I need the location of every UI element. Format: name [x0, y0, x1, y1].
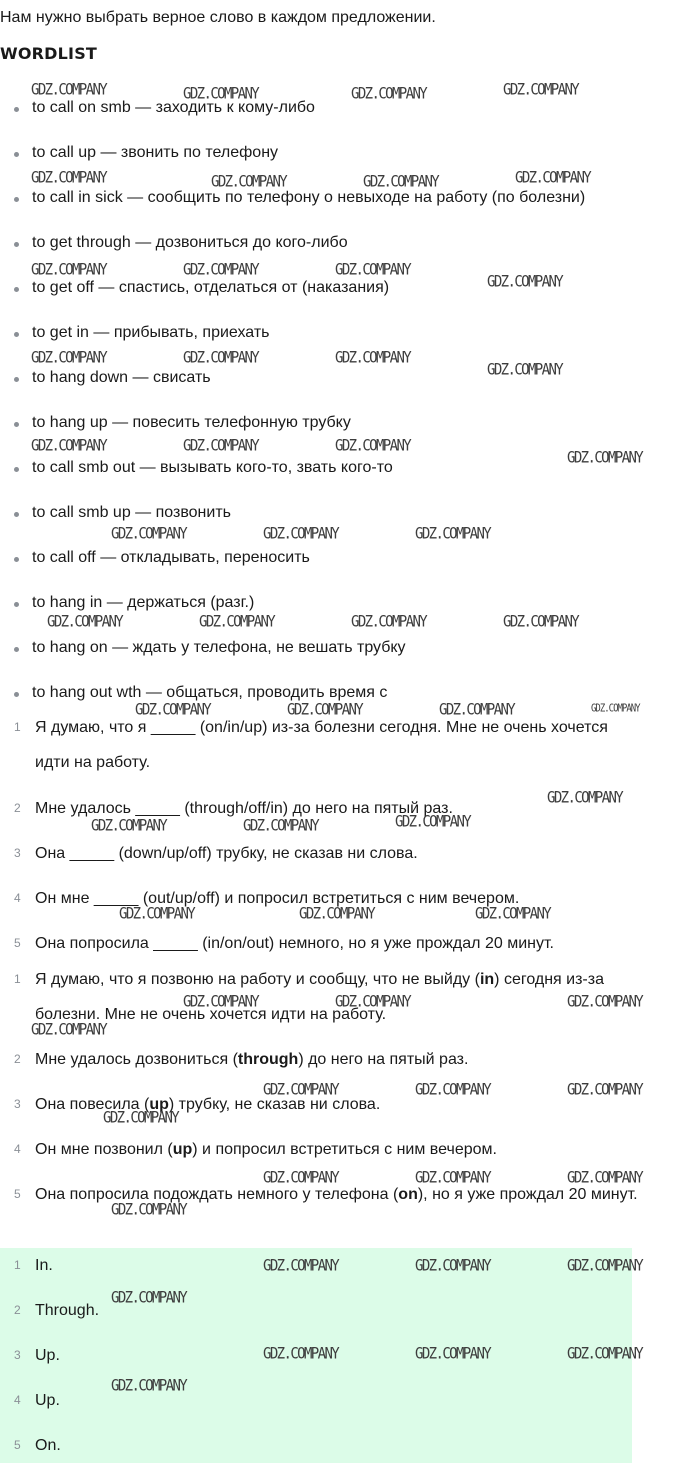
wordlist-item: to call in sick — сообщить по телефону о невыходе на работу (по болезни): [14, 186, 585, 210]
wordlist-item: to call smb out — вызывать кого-то, звать кого-то: [14, 456, 393, 480]
watermark: GDZ.COMPANY: [351, 612, 427, 632]
watermark: GDZ.COMPANY: [299, 904, 375, 924]
wordlist-item: to hang up — повесить телефонную трубку: [14, 411, 351, 435]
watermark: GDZ.COMPANY: [335, 992, 411, 1012]
wordlist-item: to call up — звонить по телефону: [14, 141, 278, 165]
item-number: 3: [14, 846, 21, 860]
wordlist-item: to call off — откладывать, переносить: [14, 546, 310, 570]
item-text: Я думаю, что я позвоню на работу и сообщу, что не выйду (in) сегодня из-за болезни. Мне не очень хочется идти на работу.: [35, 971, 604, 1023]
watermark: GDZ.COMPANY: [591, 703, 640, 715]
watermark: GDZ.COMPANY: [263, 1344, 339, 1364]
watermark: GDZ.COMPANY: [487, 360, 563, 380]
watermark: GDZ.COMPANY: [567, 1344, 643, 1364]
watermark: GDZ.COMPANY: [567, 1256, 643, 1276]
item-number: 2: [14, 1303, 21, 1317]
translation-item: [0, 1042, 668, 1077]
watermark: GDZ.COMPANY: [183, 348, 259, 368]
watermark: GDZ.COMPANY: [183, 84, 259, 104]
wordlist-item: to hang out wth — общаться, проводить время с: [14, 681, 387, 705]
item-text: Up.: [35, 1347, 60, 1364]
item-text: On.: [35, 1437, 61, 1454]
wordlist-item: to hang down — свисать: [14, 366, 211, 390]
bullet-icon: [14, 557, 19, 562]
exercise-item: [0, 836, 668, 871]
watermark: GDZ.COMPANY: [263, 1256, 339, 1276]
exercise-item: [0, 926, 668, 961]
watermark: GDZ.COMPANY: [103, 1108, 179, 1128]
watermark: GDZ.COMPANY: [567, 448, 643, 468]
bullet-icon: [14, 692, 19, 697]
watermark: GDZ.COMPANY: [31, 1020, 107, 1040]
bullet-icon: [14, 422, 19, 427]
watermark: GDZ.COMPANY: [487, 272, 563, 292]
bullet-icon: [14, 377, 19, 382]
watermark: GDZ.COMPANY: [111, 524, 187, 544]
item-text: Up.: [35, 1392, 60, 1409]
watermark: GDZ.COMPANY: [111, 1200, 187, 1220]
item-number: 1: [14, 972, 21, 986]
item-number: 5: [14, 1187, 21, 1201]
bullet-icon: [14, 512, 19, 517]
watermark: GDZ.COMPANY: [351, 84, 427, 104]
watermark: GDZ.COMPANY: [263, 524, 339, 544]
item-text: Она _____ (down/up/off) трубку, не сказав ни слова.: [35, 845, 418, 862]
watermark: GDZ.COMPANY: [243, 816, 319, 836]
watermark: GDZ.COMPANY: [47, 612, 123, 632]
item-number: 5: [14, 936, 21, 950]
watermark: GDZ.COMPANY: [111, 1288, 187, 1308]
watermark: GDZ.COMPANY: [503, 612, 579, 632]
watermark: GDZ.COMPANY: [183, 992, 259, 1012]
watermark: GDZ.COMPANY: [211, 172, 287, 192]
watermark: GDZ.COMPANY: [567, 1168, 643, 1188]
exercise-item: [0, 710, 668, 782]
watermark: GDZ.COMPANY: [31, 80, 107, 100]
watermark: GDZ.COMPANY: [335, 436, 411, 456]
watermark: GDZ.COMPANY: [183, 260, 259, 280]
watermark: GDZ.COMPANY: [263, 1168, 339, 1188]
watermark: GDZ.COMPANY: [475, 904, 551, 924]
watermark: GDZ.COMPANY: [31, 168, 107, 188]
watermark: GDZ.COMPANY: [415, 1344, 491, 1364]
item-text: Она повесила (up) трубку, не сказав ни слова.: [35, 1096, 381, 1113]
watermark: GDZ.COMPANY: [395, 812, 471, 832]
bullet-icon: [14, 332, 19, 337]
watermark: GDZ.COMPANY: [415, 1168, 491, 1188]
item-text: Она попросила подождать немного у телефона (on), но я уже прождал 20 минут.: [35, 1186, 638, 1203]
bullet-icon: [14, 242, 19, 247]
wordlist-item: to hang on — ждать у телефона, не вешать трубку: [14, 636, 406, 660]
watermark: GDZ.COMPANY: [135, 700, 211, 720]
item-number: 5: [14, 1438, 21, 1452]
watermark: GDZ.COMPANY: [31, 348, 107, 368]
watermark: GDZ.COMPANY: [415, 524, 491, 544]
watermark: GDZ.COMPANY: [91, 816, 167, 836]
bullet-icon: [14, 197, 19, 202]
bullet-icon: [14, 467, 19, 472]
item-number: 3: [14, 1348, 21, 1362]
wordlist-item: to call smb up — позвонить: [14, 501, 231, 525]
wordlist-item: to get through — дозвониться до кого-либо: [14, 231, 348, 255]
watermark: GDZ.COMPANY: [111, 1376, 187, 1396]
watermark: GDZ.COMPANY: [335, 260, 411, 280]
item-number: 4: [14, 1142, 21, 1156]
item-text: Он мне позвонил (up) и попросил встретиться с ним вечером.: [35, 1141, 497, 1158]
watermark: GDZ.COMPANY: [287, 700, 363, 720]
item-number: 1: [14, 1258, 21, 1272]
intro-text: Нам нужно выбрать верное слово в каждом предложении.: [0, 9, 436, 26]
watermark: GDZ.COMPANY: [363, 172, 439, 192]
item-text: Мне удалось дозвониться (through) до него на пятый раз.: [35, 1051, 469, 1068]
watermark: GDZ.COMPANY: [567, 1080, 643, 1100]
watermark: GDZ.COMPANY: [119, 904, 195, 924]
watermark: GDZ.COMPANY: [515, 168, 591, 188]
wordlist-item: to get off — спастись, отделаться от (наказания): [14, 276, 389, 300]
wordlist-item: to call on smb — заходить к кому-либо: [14, 96, 315, 120]
item-number: 2: [14, 1052, 21, 1066]
watermark: GDZ.COMPANY: [439, 700, 515, 720]
item-number: 3: [14, 1097, 21, 1111]
bullet-icon: [14, 107, 19, 112]
item-text: Он мне _____ (out/up/off) и попросил встретиться с ним вечером.: [35, 890, 520, 907]
item-text: Я думаю, что я _____ (on/in/up) из-за болезни сегодня. Мне не очень хочется идти на работу.: [35, 719, 608, 771]
watermark: GDZ.COMPANY: [31, 436, 107, 456]
item-text: Through.: [35, 1302, 100, 1319]
watermark: GDZ.COMPANY: [335, 348, 411, 368]
bullet-icon: [14, 287, 19, 292]
watermark: GDZ.COMPANY: [31, 260, 107, 280]
wordlist-item: to hang in — держаться (разг.): [14, 591, 254, 615]
watermark: GDZ.COMPANY: [415, 1256, 491, 1276]
item-number: 4: [14, 891, 21, 905]
watermark: GDZ.COMPANY: [183, 436, 259, 456]
watermark: GDZ.COMPANY: [263, 1080, 339, 1100]
translation-item: [0, 1132, 668, 1167]
watermark: GDZ.COMPANY: [503, 80, 579, 100]
wordlist-heading: WORDLIST: [0, 44, 98, 63]
bullet-icon: [14, 647, 19, 652]
wordlist-item: to get in — прибывать, приехать: [14, 321, 269, 345]
watermark: GDZ.COMPANY: [567, 992, 643, 1012]
translation-item: [0, 1177, 668, 1249]
watermark: GDZ.COMPANY: [547, 788, 623, 808]
item-text: In.: [35, 1257, 53, 1274]
watermark: GDZ.COMPANY: [415, 1080, 491, 1100]
bullet-icon: [14, 152, 19, 157]
item-number: 2: [14, 801, 21, 815]
item-text: Она попросила _____ (in/on/out) немного, но я уже прождал 20 минут.: [35, 935, 554, 952]
bullet-icon: [14, 602, 19, 607]
item-number: 1: [14, 720, 21, 734]
watermark: GDZ.COMPANY: [199, 612, 275, 632]
item-number: 4: [14, 1393, 21, 1407]
item-text: Мне удалось _____ (through/off/in) до него на пятый раз.: [35, 800, 453, 817]
